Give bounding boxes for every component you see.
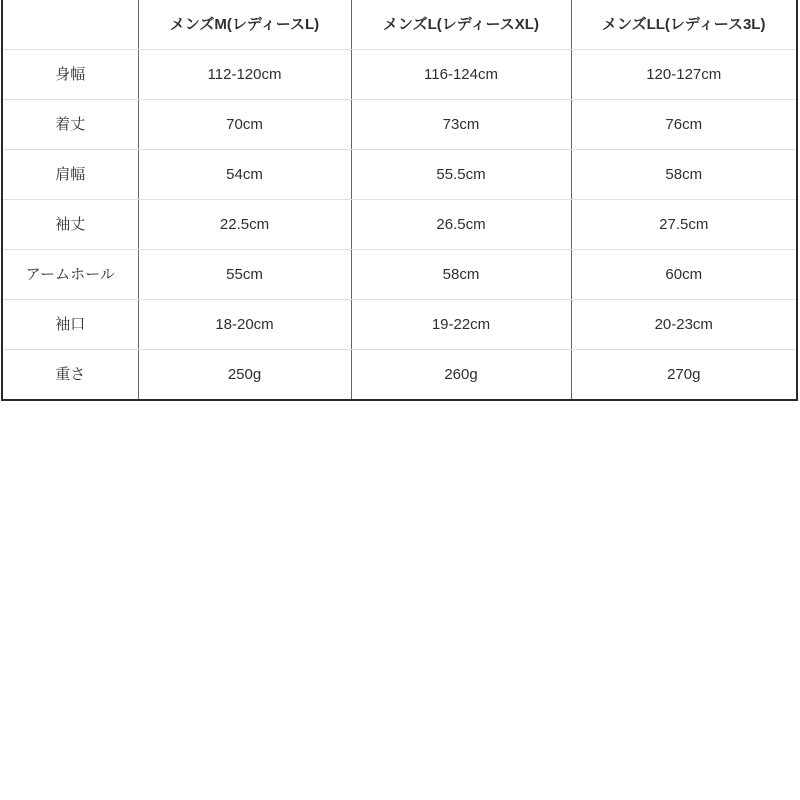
value-cell: 270g — [571, 350, 797, 401]
value-cell: 20-23cm — [571, 300, 797, 350]
header-row — [2, 0, 797, 50]
value-cell: 26.5cm — [351, 200, 571, 250]
row-label: 着丈 — [2, 100, 138, 150]
value-cell: 27.5cm — [571, 200, 797, 250]
value-cell: 58cm — [571, 150, 797, 200]
value-cell: 250g — [138, 350, 351, 401]
table-row-shoulder-width — [2, 150, 797, 200]
value-cell: 55.5cm — [351, 150, 571, 200]
row-label: アームホール — [2, 250, 138, 300]
value-cell: 76cm — [571, 100, 797, 150]
row-label: 肩幅 — [2, 150, 138, 200]
value-cell: 116-124cm — [351, 50, 571, 100]
value-cell: 70cm — [138, 100, 351, 150]
header-size-m: メンズM(レディースL) — [138, 0, 351, 50]
row-label: 袖口 — [2, 300, 138, 350]
value-cell: 58cm — [351, 250, 571, 300]
row-label: 袖丈 — [2, 200, 138, 250]
value-cell: 18-20cm — [138, 300, 351, 350]
table-row-weight — [2, 350, 797, 401]
value-cell: 22.5cm — [138, 200, 351, 250]
corner-cell — [2, 0, 138, 50]
table-row-length — [2, 100, 797, 150]
header-size-ll: メンズLL(レディース3L) — [571, 0, 797, 50]
table-row-sleeve-length — [2, 200, 797, 250]
table-row-cuff — [2, 300, 797, 350]
table-row-armhole — [2, 250, 797, 300]
table-row-body-width — [2, 50, 797, 100]
row-label: 身幅 — [2, 50, 138, 100]
header-size-l: メンズL(レディースXL) — [351, 0, 571, 50]
value-cell: 260g — [351, 350, 571, 401]
row-label: 重さ — [2, 350, 138, 401]
value-cell: 60cm — [571, 250, 797, 300]
value-cell: 73cm — [351, 100, 571, 150]
size-chart-table — [1, 0, 798, 401]
value-cell: 112-120cm — [138, 50, 351, 100]
value-cell: 55cm — [138, 250, 351, 300]
value-cell: 54cm — [138, 150, 351, 200]
value-cell: 120-127cm — [571, 50, 797, 100]
value-cell: 19-22cm — [351, 300, 571, 350]
